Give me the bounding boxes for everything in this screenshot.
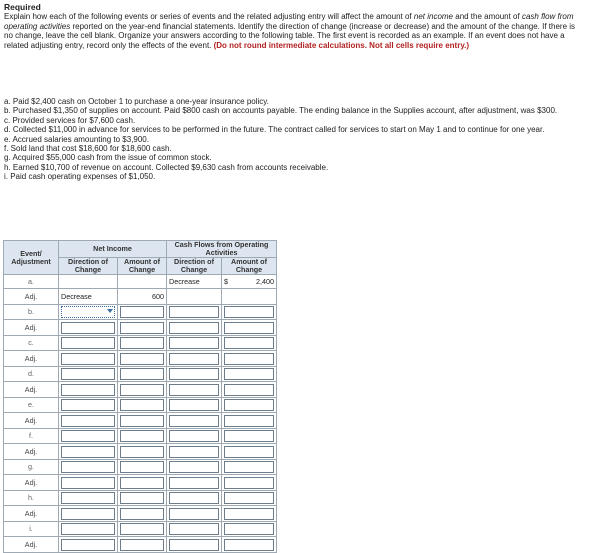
- cf-amount-value: 2,400: [256, 276, 274, 286]
- ni-direction-cell: [59, 351, 118, 367]
- ni-direction-select[interactable]: [61, 430, 115, 442]
- ni-amount-cell: [118, 367, 167, 382]
- adj-label: Adj.: [4, 506, 59, 522]
- table-row-adj-a: [4, 289, 277, 305]
- ni-amount-cell: [118, 320, 167, 336]
- event-item: g. Acquired $55,000 cash from the issue of common stock.: [4, 153, 212, 163]
- event-label: c.: [4, 336, 59, 351]
- ni-amount-cell: [118, 491, 167, 506]
- adj-label: Adj.: [4, 289, 59, 305]
- cf-amount-cell: [222, 382, 277, 398]
- ni-amount-cell: [118, 537, 167, 553]
- ni-direction-cell: [59, 305, 118, 320]
- event-label: i.: [4, 522, 59, 537]
- cf-direction-select[interactable]: [169, 353, 219, 365]
- cf-direction-cell: [167, 382, 222, 398]
- col-cash-flows-header: Cash Flows from Operating Activities: [167, 241, 277, 258]
- currency-symbol: $: [224, 276, 228, 286]
- table-row-event-h: [4, 491, 277, 506]
- cf-amount-cell: [222, 367, 277, 382]
- ni-amount-cell: [118, 398, 167, 413]
- ni-direction-cell: [59, 336, 118, 351]
- ni-amount-cell: [118, 460, 167, 475]
- ni-amount-header: Amount of Change: [118, 258, 167, 275]
- cf-amount-input[interactable]: [224, 492, 274, 504]
- ni-direction-select[interactable]: [61, 415, 115, 427]
- cf-direction-cell: [167, 413, 222, 429]
- ni-amount-cell: [118, 305, 167, 320]
- event-label: e.: [4, 398, 59, 413]
- ni-direction-cell: Decrease: [59, 289, 118, 305]
- ni-amount-input[interactable]: [120, 461, 164, 473]
- chevron-down-icon: [107, 309, 113, 313]
- ni-amount-input[interactable]: [120, 399, 164, 411]
- cf-direction-select[interactable]: [169, 399, 219, 411]
- ni-amount-cell: 600: [118, 289, 167, 305]
- event-item: d. Collected $11,000 in advance for services to be performed in the future. The contract called for services to start on May 1 and to continue for one year.: [4, 125, 545, 135]
- event-item: a. Paid $2,400 cash on October 1 to purchase a one-year insurance policy.: [4, 97, 269, 106]
- ni-direction-select[interactable]: [61, 368, 115, 380]
- cf-amount-input[interactable]: [224, 461, 274, 473]
- table-row-event-a: [4, 275, 277, 289]
- table-row-event-b: [4, 305, 277, 320]
- table-row-adj-d: [4, 382, 277, 398]
- cf-amount-header: Amount of Change: [222, 258, 277, 275]
- cf-direction-select[interactable]: [169, 492, 219, 504]
- cf-amount-cell: [222, 429, 277, 444]
- ni-amount-cell: [118, 413, 167, 429]
- cf-direction-cell: [167, 289, 222, 305]
- event-label: b.: [4, 305, 59, 320]
- adj-label: Adj.: [4, 351, 59, 367]
- table-row-event-i: [4, 522, 277, 537]
- ni-direction-cell: [59, 491, 118, 506]
- cf-direction-select[interactable]: [169, 446, 219, 458]
- ni-direction-select[interactable]: [61, 384, 115, 396]
- cf-direction-cell: [167, 305, 222, 320]
- cf-amount-input[interactable]: [224, 477, 274, 489]
- table-row-event-f: [4, 429, 277, 444]
- ni-amount-input[interactable]: [120, 306, 164, 318]
- adj-label: Adj.: [4, 320, 59, 336]
- ni-amount-input[interactable]: [120, 508, 164, 520]
- event-label: f.: [4, 429, 59, 444]
- ni-direction-select[interactable]: [61, 353, 115, 365]
- cf-direction-select[interactable]: [169, 337, 219, 349]
- ni-direction-cell: [59, 475, 118, 491]
- cf-direction-select[interactable]: [169, 477, 219, 489]
- ni-amount-input[interactable]: [120, 523, 164, 535]
- ni-direction-select[interactable]: [61, 399, 115, 411]
- table-row-adj-f: [4, 444, 277, 460]
- cf-amount-cell: [222, 305, 277, 320]
- cf-direction-cell: [167, 336, 222, 351]
- cf-amount-cell: [222, 320, 277, 336]
- ni-amount-input[interactable]: [120, 322, 164, 334]
- cf-amount-input[interactable]: [224, 337, 274, 349]
- cf-direction-cell: Decrease: [167, 275, 222, 289]
- event-item: i. Paid cash operating expenses of $1,050.: [4, 172, 156, 182]
- ni-amount-input[interactable]: [120, 353, 164, 365]
- cf-direction-cell: [167, 444, 222, 460]
- ni-amount-input[interactable]: [120, 446, 164, 458]
- cf-amount-cell: [222, 475, 277, 491]
- cf-direction-cell: [167, 429, 222, 444]
- cf-direction-cell: [167, 367, 222, 382]
- ni-direction-cell: [59, 275, 118, 289]
- cf-amount-input[interactable]: [224, 368, 274, 380]
- cf-direction-select[interactable]: [169, 430, 219, 442]
- ni-amount-input[interactable]: [120, 337, 164, 349]
- adj-label: Adj.: [4, 444, 59, 460]
- cf-direction-select[interactable]: [169, 368, 219, 380]
- ni-direction-select[interactable]: [61, 523, 115, 535]
- cf-amount-cell: [222, 460, 277, 475]
- adj-label: Adj.: [4, 413, 59, 429]
- cf-amount-input[interactable]: [224, 353, 274, 365]
- event-item: f. Sold land that cost $18,600 for $18,600 cash.: [4, 144, 172, 154]
- ni-amount-input[interactable]: [120, 384, 164, 396]
- cf-amount-input[interactable]: [224, 415, 274, 427]
- cf-direction-cell: [167, 460, 222, 475]
- ni-direction-cell: [59, 320, 118, 336]
- ni-direction-cell: [59, 398, 118, 413]
- cf-direction-select[interactable]: [169, 461, 219, 473]
- ni-direction-cell: [59, 413, 118, 429]
- table-row-event-c: [4, 336, 277, 351]
- ni-direction-select[interactable]: [61, 446, 115, 458]
- cf-amount-input[interactable]: [224, 322, 274, 334]
- adj-label: Adj.: [4, 537, 59, 553]
- cf-direction-select[interactable]: [169, 415, 219, 427]
- cf-amount-input[interactable]: [224, 539, 274, 551]
- cf-direction-cell: [167, 398, 222, 413]
- ni-amount-cell: [118, 444, 167, 460]
- col-net-income-header: Net Income: [59, 241, 167, 258]
- ni-amount-input[interactable]: [120, 492, 164, 504]
- col-event-header: Event/ Adjustment: [4, 241, 59, 275]
- ni-direction-cell: [59, 367, 118, 382]
- cf-amount-cell: [222, 537, 277, 553]
- ni-amount-cell: [118, 429, 167, 444]
- table-row-adj-g: [4, 475, 277, 491]
- cf-amount-cell: [222, 275, 277, 289]
- table-row-adj-h: [4, 506, 277, 522]
- ni-amount-input[interactable]: [120, 415, 164, 427]
- ni-amount-input[interactable]: [120, 430, 164, 442]
- instructions: Explain how each of the following events or series of events and the related adjusting entry will affect the amount of net income and the amount of cash flow from operating activities reported on the year-end financial statements. Identify the direction of change (increase or decrease) and the amount of the change. If there is no change, leave the cell blank. Organize your answers according to the following table. The first event is recorded as an example. If an event does not have a related adjusting entry, record only the effects of the event. (Do not round intermediate calculations. Not all cells require entry.): [4, 12, 576, 50]
- ni-amount-cell: [118, 475, 167, 491]
- ni-direction-select[interactable]: [61, 337, 115, 349]
- ni-amount-cell: [118, 336, 167, 351]
- event-item: h. Earned $10,700 of revenue on account. Collected $9,630 cash from accounts receivable.: [4, 162, 329, 172]
- cf-amount-input[interactable]: [224, 384, 274, 396]
- ni-amount-input[interactable]: [120, 539, 164, 551]
- ni-direction-cell: [59, 537, 118, 553]
- ni-direction-cell: [59, 382, 118, 398]
- answer-rows: [4, 305, 277, 553]
- cf-direction-cell: [167, 522, 222, 537]
- answer-table: [3, 240, 277, 553]
- cf-direction-cell: [167, 351, 222, 367]
- cf-direction-cell: [167, 320, 222, 336]
- ni-direction-select[interactable]: [61, 508, 115, 520]
- cf-direction-cell: [167, 475, 222, 491]
- cf-amount-cell: [222, 522, 277, 537]
- ni-amount-input[interactable]: [120, 368, 164, 380]
- cf-direction-cell: [167, 537, 222, 553]
- ni-direction-cell: [59, 506, 118, 522]
- events-list: [4, 97, 585, 182]
- cf-amount-input[interactable]: [224, 399, 274, 411]
- table-row-adj-i: [4, 537, 277, 553]
- cf-direction-header: Direction of Change: [167, 258, 222, 275]
- cf-amount-input[interactable]: [224, 446, 274, 458]
- content: [4, 2, 585, 182]
- cf-amount-cell: [222, 491, 277, 506]
- cf-amount-cell: [222, 398, 277, 413]
- cf-direction-select[interactable]: [169, 306, 219, 318]
- event-label: a.: [4, 275, 59, 289]
- cf-amount-cell: [222, 413, 277, 429]
- ni-direction-cell: [59, 522, 118, 537]
- event-item: e. Accrued salaries amounting to $3,900.: [4, 134, 149, 144]
- ni-direction-select[interactable]: [61, 477, 115, 489]
- ni-direction-header: Direction of Change: [59, 258, 118, 275]
- required-heading: Required: [4, 2, 41, 12]
- cf-amount-input[interactable]: [224, 306, 274, 318]
- cf-amount-cell: [222, 351, 277, 367]
- table-row-adj-e: [4, 413, 277, 429]
- ni-direction-cell: [59, 444, 118, 460]
- cf-amount-cell: [222, 336, 277, 351]
- cf-direction-select[interactable]: [169, 384, 219, 396]
- cf-direction-cell: [167, 491, 222, 506]
- table-row-event-d: [4, 367, 277, 382]
- ni-amount-cell: [118, 522, 167, 537]
- ni-direction-cell: [59, 460, 118, 475]
- cf-direction-select[interactable]: [169, 539, 219, 551]
- cf-direction-cell: [167, 506, 222, 522]
- ni-direction-select[interactable]: [61, 539, 115, 551]
- adj-label: Adj.: [4, 475, 59, 491]
- ni-direction-select[interactable]: [61, 306, 115, 318]
- event-label: h.: [4, 491, 59, 506]
- table-row-adj-c: [4, 351, 277, 367]
- ni-direction-select[interactable]: [61, 492, 115, 504]
- ni-amount-cell: [118, 382, 167, 398]
- event-item: c. Provided services for $7,600 cash.: [4, 115, 136, 125]
- adj-label: Adj.: [4, 382, 59, 398]
- cf-direction-select[interactable]: [169, 508, 219, 520]
- ni-direction-select[interactable]: [61, 322, 115, 334]
- cf-direction-select[interactable]: [169, 322, 219, 334]
- cf-amount-input[interactable]: [224, 508, 274, 520]
- cf-amount-cell: [222, 444, 277, 460]
- cf-direction-select[interactable]: [169, 523, 219, 535]
- table-row-event-g: [4, 460, 277, 475]
- ni-direction-select[interactable]: [61, 461, 115, 473]
- ni-amount-input[interactable]: [120, 477, 164, 489]
- ni-amount-cell: [118, 275, 167, 289]
- ni-direction-cell: [59, 429, 118, 444]
- event-label: g.: [4, 460, 59, 475]
- event-label: d.: [4, 367, 59, 382]
- cf-amount-cell: [222, 506, 277, 522]
- table-row-adj-b: [4, 320, 277, 336]
- ni-amount-cell: [118, 351, 167, 367]
- cf-amount-input[interactable]: [224, 523, 274, 535]
- cf-amount-input[interactable]: [224, 430, 274, 442]
- ni-amount-cell: [118, 506, 167, 522]
- event-item: b. Purchased $1,350 of supplies on account. Paid $800 cash on accounts payable. The ending balance in the Supplies account, after adjustment, was $300.: [4, 106, 558, 116]
- table-row-event-e: [4, 398, 277, 413]
- cf-amount-cell: [222, 289, 277, 305]
